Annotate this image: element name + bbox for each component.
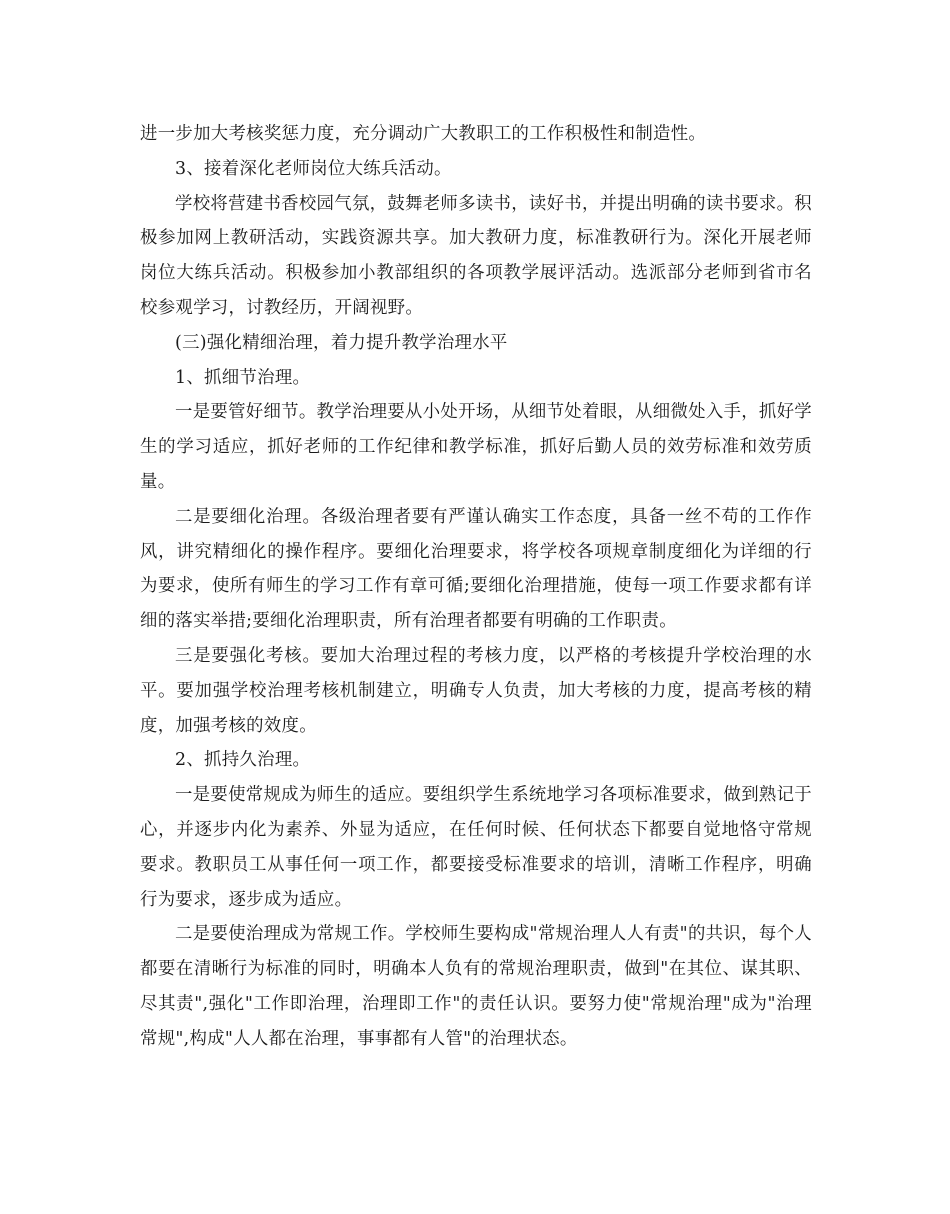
paragraph-6: 一是要管好细节。教学治理要从小处开场，从细节处着眼，从细微处入手，抓好学生的学习适应，抓好老师的工作纪律和教学标准，抓好后勤人员的效劳标准和效劳质量。 [140,402,812,492]
subheading-1: 1、抓细节治理。 [175,367,311,388]
paragraph-10: 一是要使常规成为师生的适应。要组织学生系统地学习各项标准要求，做到熟记于心，并逐步内化为素养、外显为适应，在任何时候、任何状态下都要自觉地恪守常规要求。教职员工从事任何一项工作，都要接受标准要求的培训，清晰工作程序，明确行为要求，逐步成为适应。 [140,785,812,910]
paragraph-11: 二是要使治理成为常规工作。学校师生要构成"常规治理人人有责"的共识，每个人都要在清晰行为标准的同时，明确本人负有的常规治理职责，做到"在其位、谋其职、尽其责",强化"工作即治理，治理即工作"的责任认识。要努力使"常规治理"成为"治理常规",构成"人人都在治理，事事都有人管"的治理状态。 [140,924,812,1049]
paragraph-1: 进一步加大考核奖惩力度，充分调动广大教职工的工作积极性和制造性。 [140,124,707,144]
document-page [140,117,812,1057]
paragraph-7: 二是要细化治理。各级治理者要有严谨认确实工作态度，具备一丝不苟的工作作风，讲究精细化的操作程序。要细化治理要求，将学校各项规章制度细化为详细的行为要求，使所有师生的学习工作有章可循;要细化治理措施，使每一项工作要求都有详细的落实举措;要细化治理职责，所有治理者都要有明确的工作职责。 [140,506,812,632]
paragraph-3: 学校将营建书香校园气氛，鼓舞老师多读书，读好书，并提出明确的读书要求。积极参加网上教研活动，实践资源共享。加大教研力度，标准教研行为。深化开展老师岗位大练兵活动。积极参加小教部组织的各项教学展评活动。选派部分老师到省市名校参观学习，讨教经历，开阔视野。 [140,193,812,318]
section-heading: (三)强化精细治理，着力提升教学治理水平 [175,332,508,353]
paragraph-8: 三是要强化考核。要加大治理过程的考核力度，以严格的考核提升学校治理的水平。要加强学校治理考核机制建立，明确专人负责，加大考核的力度，提高考核的精度，加强考核的效度。 [140,645,812,736]
paragraph-2: 3、接着深化老师岗位大练兵活动。 [175,158,452,179]
subheading-2: 2、抓持久治理。 [175,750,311,771]
